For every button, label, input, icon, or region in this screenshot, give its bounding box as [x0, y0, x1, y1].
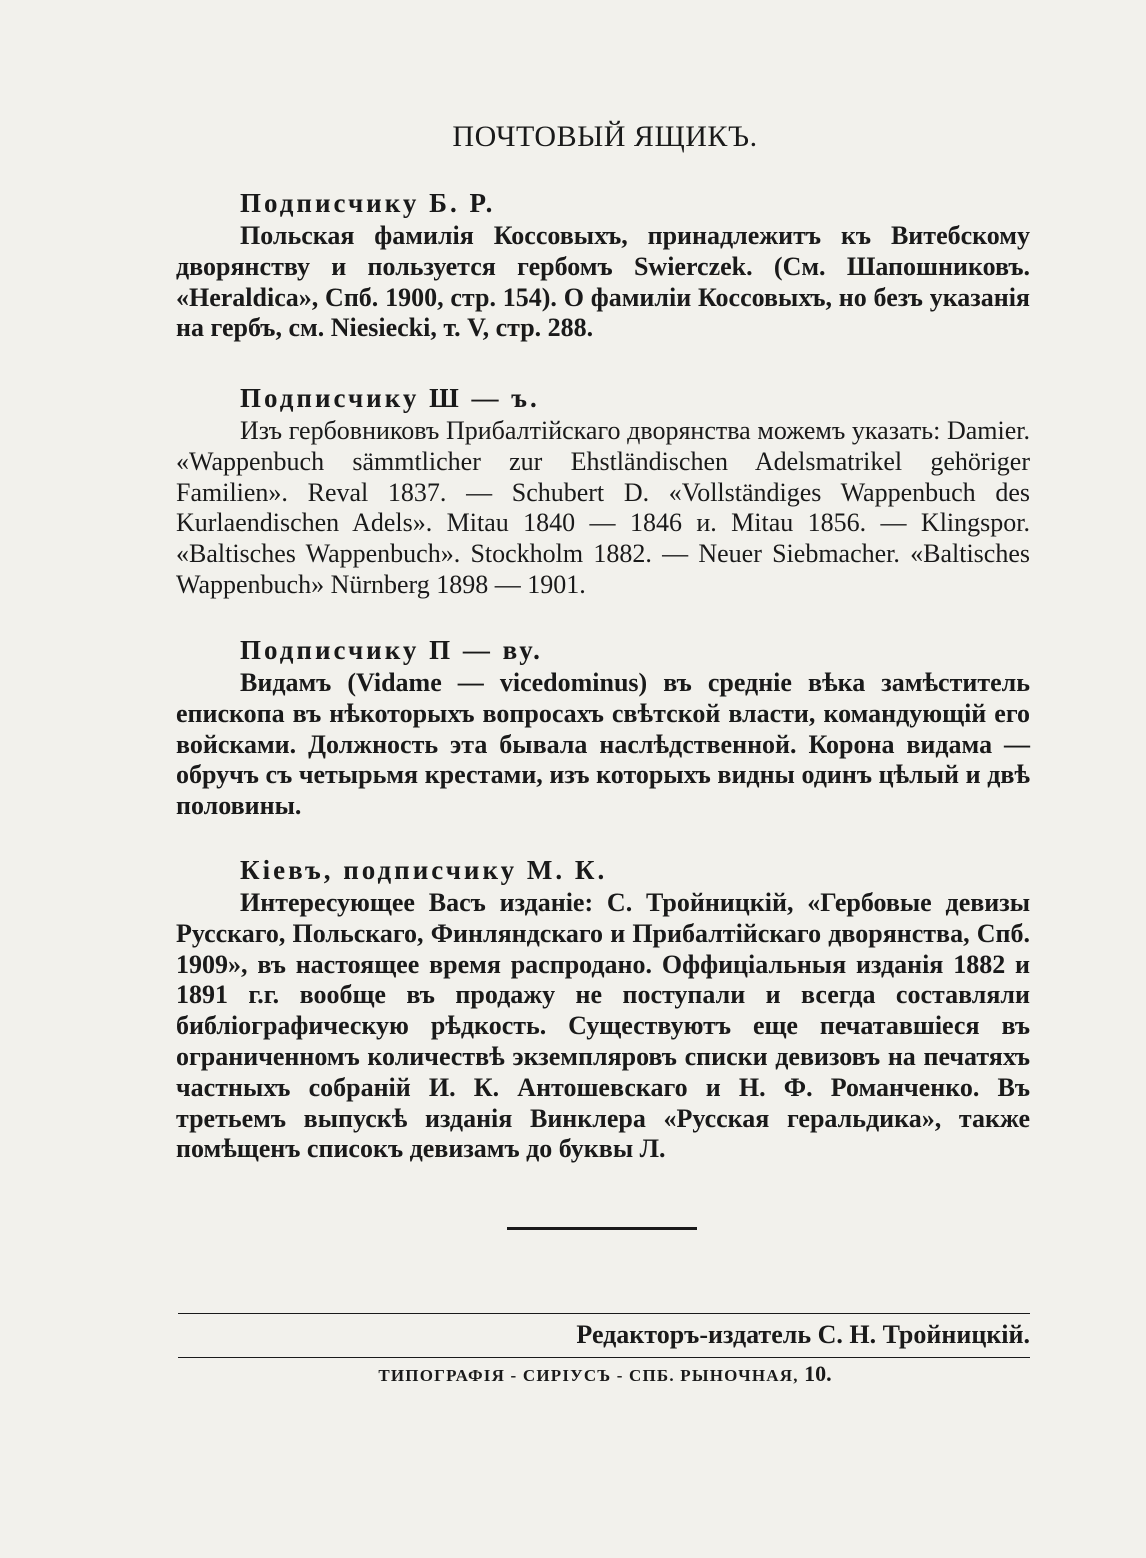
- page-title: ПОЧТОВЫЙ ЯЩИКЪ.: [452, 120, 758, 153]
- section-body: Видамъ (Vidame — vicedominus) въ средніе вѣка замѣститель епископа въ нѣкоторыхъ вопросахъ свѣтской власти, командующій его войсками. Должность эта бывала наслѣдственной. Корона видама — обручъ съ четырьмя крестами, изъ которыхъ видны одинъ цѣлый и двѣ половины.: [176, 668, 1030, 821]
- section-heading: Подписчику П — ву.: [240, 635, 543, 665]
- section-divider: [507, 1227, 697, 1230]
- section-1: [176, 185, 1030, 344]
- printer-line: [0, 1361, 1146, 1387]
- editor-line: Редакторъ-издатель С. Н. Тройницкій.: [576, 1320, 1030, 1349]
- printer-name: ТИПОГРАФІЯ - СИРІУСЪ - СПБ. РЫНОЧНАЯ,: [378, 1366, 799, 1385]
- section-heading: Подписчику Ш — ъ.: [240, 383, 540, 413]
- printer-address-number: 10.: [804, 1361, 832, 1386]
- section-heading: Кіевъ, подписчику М. К.: [240, 855, 608, 885]
- section-body: Польская фамилія Коссовыхъ, принадлежитъ къ Витебскому дворянству и пользуется гербомъ Swierczek. (См. Шапошниковъ. «Heraldica», Спб. 1900, стр. 154). О фамиліи Коссовыхъ, но безъ указанія на гербъ, см. Niesiecki, т. V, стр. 288.: [176, 221, 1030, 343]
- footer-rule-top: [178, 1313, 1030, 1314]
- footer-rule-bottom: [178, 1357, 1030, 1358]
- section-3: [176, 632, 1030, 822]
- section-heading: Подписчику Б. Р.: [240, 188, 496, 218]
- section-body: Интересующее Васъ изданіе: С. Тройницкій, «Гербовые девизы Русскаго, Польскаго, Финляндскаго и Прибалтійскаго дворянства, Спб. 1909», въ настоящее время распродано. Оффиціальныя изданія 1882 и 1891 г.г. вообще въ продажу не поступали и всегда составляли библіографическую рѣдкость. Существуютъ еще печатавшіеся въ ограниченномъ количествѣ экземпляровъ списки девизовъ на печатяхъ частныхъ собраній И. К. Антошевскаго и Н. Ф. Романченко. Въ третьемъ выпускѣ изданія Винклера «Русская геральдика», также помѣщенъ списокъ девизамъ до буквы Л.: [176, 888, 1030, 1164]
- section-4: [176, 852, 1030, 1165]
- section-body: Изъ гербовниковъ Прибалтійскаго дворянства можемъ указать: Damier. «Wappenbuch sämmtlicher zur Ehstländischen Adelsmatrikel gehöriger Familien». Reval 1837. — Schubert D. «Vollständiges Wappenbuch des Kurlaendischen Adels». Mitau 1840 — 1846 и. Mitau 1856. — Klingspor. «Baltisches Wappenbuch». Stockholm 1882. — Neuer Siebmacher. «Baltisches Wappenbuch» Nürnberg 1898 — 1901.: [176, 416, 1030, 599]
- section-2: [176, 380, 1030, 601]
